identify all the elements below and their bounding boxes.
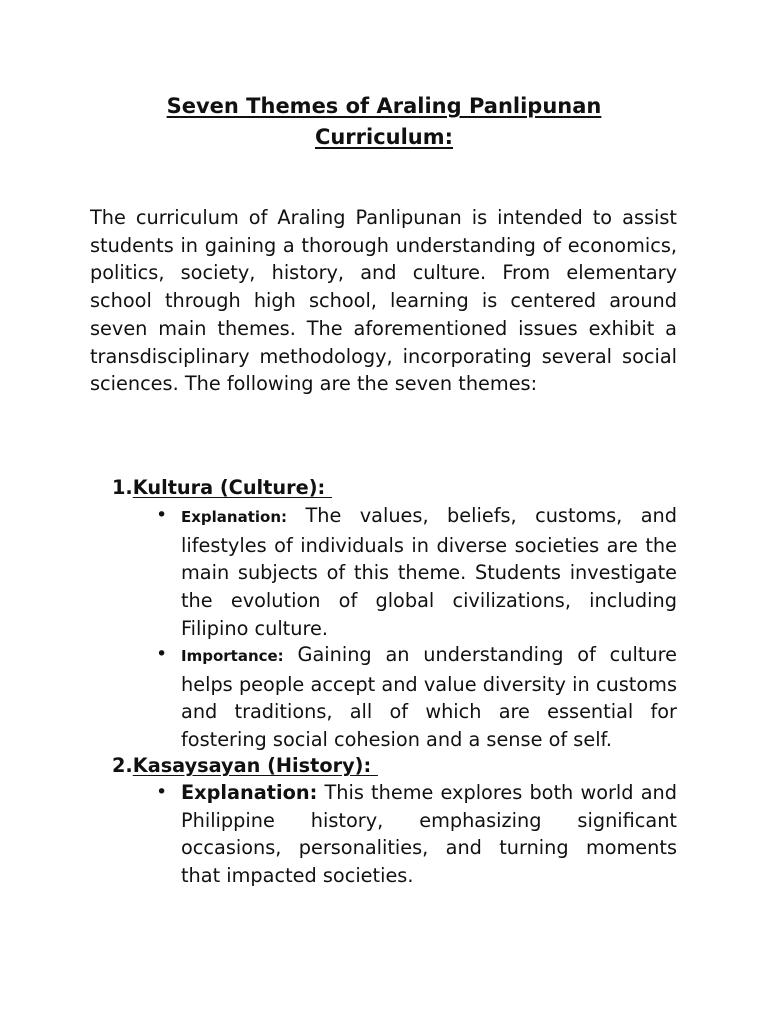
title-line-2: Curriculum: [314, 125, 454, 149]
bullet-item-culture-importance [156, 641, 677, 754]
intro-paragraph: The curriculum of Araling Panlipunan is intended to assist students in gaining a thorough understanding of economics, politics, society, history, and culture. From elementary school through high school, learning is centered around seven main themes. The aforementioned issues exhibit a transdisciplinary methodology, incorporating several social sciences. The following are the seven themes: [90, 206, 677, 396]
theme-number: 2. [112, 754, 133, 777]
bullet-label: Explanation: [181, 508, 288, 526]
bullet-label: Importance: [181, 647, 284, 665]
theme-heading-history [112, 752, 378, 780]
theme-title: Kasaysayan (History): [132, 754, 378, 777]
bullet-text: Gaining an understanding of culture helps people accept and value diversity in customs and traditions, all of which are essential for fostering social cohesion and a sense of self. [181, 643, 677, 752]
bullet-text: This theme explores both world and Philippine history, emphasizing significant occasions, personalities, and turning moments that impacted societies. [181, 781, 677, 888]
bullet-icon: • [156, 643, 168, 665]
title-line-1: Seven Themes of Araling Panlipunan [166, 94, 602, 118]
bullet-icon: • [156, 781, 168, 803]
bullet-text: The values, beliefs, customs, and lifestyles of individuals in diverse societies are the main subjects of this theme. Students investigate the evolution of global civilizations, including Filipino culture. [181, 504, 677, 640]
bullet-label: Explanation: [181, 781, 318, 804]
theme-number: 1. [112, 476, 133, 499]
document-title [90, 91, 678, 153]
theme-title: Kultura (Culture): [132, 476, 332, 499]
theme-heading-culture [112, 474, 332, 502]
bullet-icon: • [156, 504, 168, 526]
bullet-item-culture-explanation [156, 502, 677, 643]
bullet-item-history-explanation [156, 779, 677, 890]
